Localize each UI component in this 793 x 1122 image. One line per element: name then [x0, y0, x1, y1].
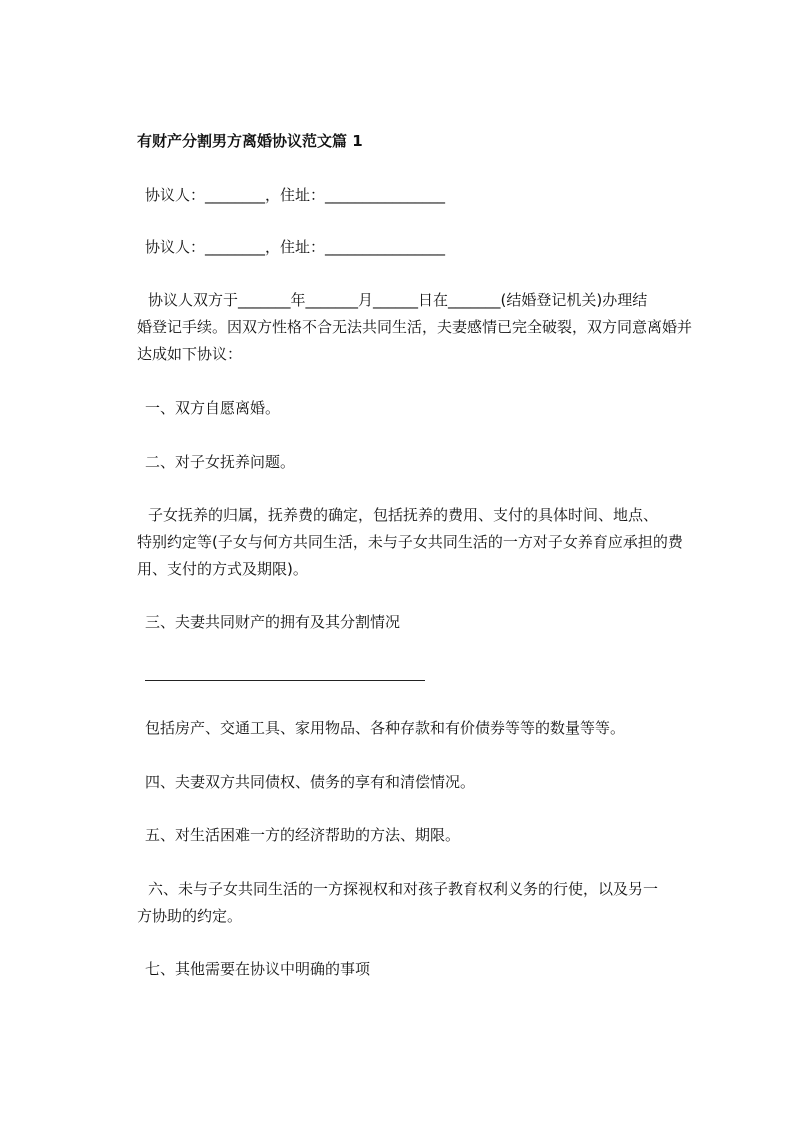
clause-5: 五、对生活困难一方的经济帮助的方法、期限。	[145, 826, 461, 844]
intro-line-3: 达成如下协议：	[137, 345, 243, 363]
party-line-1: 协议人：________，住址：________________	[145, 186, 446, 204]
clause-6-line-2: 方协助的约定。	[137, 907, 243, 925]
clause-3: 三、夫妻共同财产的拥有及其分割情况	[145, 613, 401, 631]
intro-line-2: 婚登记手续。因双方性格不合无法共同生活，夫妻感情已完全破裂，双方同意离婚并	[137, 318, 693, 336]
clause-1: 一、双方自愿离婚。	[145, 399, 281, 417]
clause-7: 七、其他需要在协议中明确的事项	[145, 960, 371, 978]
intro-line-1: 协议人双方于_______年_______月______日在_______(结婚登记机关)办理结	[148, 291, 648, 309]
document-title: 有财产分割男方离婚协议范文篇 1	[137, 132, 363, 150]
blank-fill-line	[145, 680, 425, 681]
clause-2-detail-3: 用、支付的方式及期限)。	[137, 560, 308, 578]
clause-3-detail: 包括房产、交通工具、家用物品、各种存款和有价债券等等的数量等等。	[145, 719, 626, 737]
clause-4: 四、夫妻双方共同债权、债务的享有和清偿情况。	[145, 773, 476, 791]
clause-2-detail-1: 子女抚养的归属，抚养费的确定，包括抚养的费用、支付的具体时间、地点、	[148, 506, 659, 524]
clause-2: 二、对子女抚养问题。	[145, 453, 296, 471]
party-line-2: 协议人：________，住址：________________	[145, 238, 446, 256]
clause-6-line-1: 六、未与子女共同生活的一方探视权和对孩子教育权利义务的行使，以及另一	[148, 880, 659, 898]
clause-2-detail-2: 特别约定等(子女与何方共同生活，未与子女共同生活的一方对子女养育应承担的费	[137, 533, 683, 551]
